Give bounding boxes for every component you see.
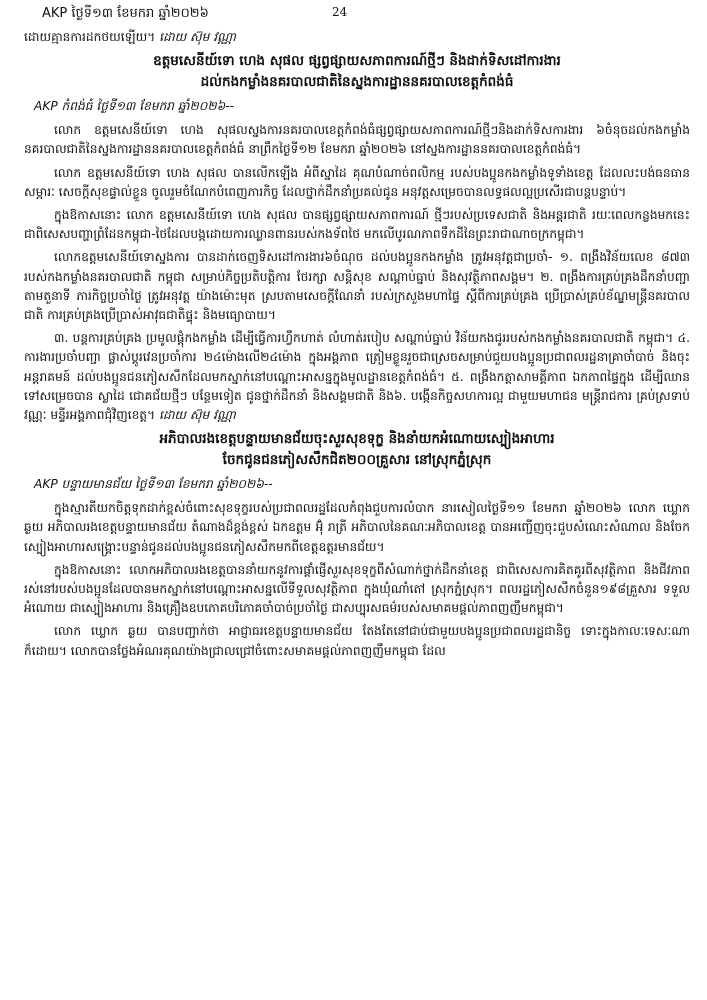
- article-paragraph: ក្នុងឱកាសនោះ លោក ឧត្តមសេនីយ៍ទោ ហេង សុផល បានផ្សព្វផ្សាយសភាពការណ៍ ថ្មីៗរបស់ប្រទេសជាតិ និងអន្តរជាតិ រយៈពេលកន្លងមកនេះ ជាពិសេសបញ្ហាព្រំដែនកម្ពុជា-ថៃដែលបង្កដោយការឈ្លានពានរបស់កងទ័ពថៃ មកលើបូរណភាពទឹកដីនៃព្រះរាជាណាចក្រកម្ពុជា។: [24, 208, 690, 242]
- dateline: AKP បន្ទាយមានជ័យ ថ្ងៃទី១៣ ខែមករា ឆ្នាំ២០២៦--: [34, 477, 273, 492]
- continued-paragraph: [24, 28, 690, 47]
- paragraph-text: ៣. បន្តការគ្រប់គ្រង ប្រមូលផ្តុំកងកម្លាំង ដើម្បីធ្វើការហ្វឹកហាត់ លំហាត់របៀប សណ្តាប់ធ្នាប់ វិន័យកងជូររបស់កងកម្លាំងនគរបាលជាតិ កម្ពុជា។ ៤. ការងារប្រចាំបញ្ជា ផ្លាស់ប្តូរវេនប្រចាំការ ២៤ម៉ោងលើ២៤ម៉ោង ក្នុងអង្គភាព ត្រៀមខ្លួនរួចជាស្រេចសម្រាប់ជួយបងប្អូនប្រជាពលរដ្ឋនាគ្រាចាំបាច់ និងចុះអន្តរាគមន៍ ដល់បងប្អូនជនភៀសសឹកដែលមកស្នាក់នៅបណ្តោះអាសន្នក្នុងមូលដ្ឋានខេត្តកំពង់ធំ។ ៥. ពង្រឹងកត្តាសាមគ្គីភាព ឯកភាពផ្ទៃក្នុង ដើម្បីឈានទៅសម្រេចបាន ស្លាដៃ ជោគជ័យថ្មីៗ បន្ថែមទៀត ជូនថ្នាក់ដឹកនាំ និងសង្គមជាតិ និង៦. បង្កើនកិច្ចសហការល្អ ជាមួយមហាជន មន្ត្រីរាជការ គ្រប់ស្រទាប់វណ្ណៈ មន្ទីរអង្គភាពជុំវិញខេត្ត។: [24, 331, 690, 423]
- article-paragraph: ក្នុងស្មារតីយកចិត្តទុកដាក់ខ្ពស់ចំពោះសុខទុក្ខរបស់ប្រជាពលរដ្ឋដែលកំពុងជួបការលំបាក នារសៀលថ្ងៃទី១១ ខែមករា ឆ្នាំ២០២៦ លោក ឃ្លោក ឆ្ងយ អភិបាលរងខេត្តបន្ទាយមានជ័យ តំណាងដ៏ខ្ពង់ខ្ពស់ ឯកឧត្តម អ៊ុំ រាត្រី អភិបាលនៃគណៈអភិបាលខេត្ត បានអញ្ជើញចុះជួបសំណេះសំណាល និងចែកស្បៀងអាហារសង្គ្រោះបន្ទាន់ជូនដល់បងប្អូនជនភៀសសឹកមកពីខេត្តឧត្តរមានជ័យ។: [24, 501, 690, 554]
- page-header: [42, 5, 687, 25]
- lead-fragment: ដោយគ្មានការដកថយឡើយ។: [24, 30, 156, 44]
- article-heading-line: អភិបាលរងខេត្តបន្ទាយមានជ័យចុះសួរសុខទុក្ខ និងនាំយកអំណោយស្បៀងអាហារ: [159, 431, 555, 448]
- article-heading: [24, 51, 690, 93]
- dateline: AKP កំពង់ធំ ថ្ងៃទី១៣ ខែមករា ឆ្នាំ២០២៦--: [34, 99, 235, 114]
- author-signature: ដោយ ស៊ុម វណ្ណា: [159, 30, 236, 44]
- page-content: [24, 28, 690, 665]
- article-paragraph: លោក ឃ្លោក ឆ្ងយ បានបញ្ជាក់ថា អាជ្ញាធរខេត្តបន្ទាយមានជ័យ តែងតែនៅជាប់ជាមួយបងប្អូនប្រជាពលរដ្ឋជានិច្ច ទោះក្នុងកាលៈទេសៈណាក៏ដោយ។ លោកបានថ្លែងអំណរគុណយ៉ាងជ្រាលជ្រៅចំពោះសមាគមផ្តល់ភាពញញឹមកម្ពុជា ដែល: [24, 624, 690, 658]
- article-paragraph: ក្នុងឱកាសនោះ លោកអភិបាលរងខេត្តបាននាំយកនូវការផ្តាំផ្ញើសួរសុខទុក្ខពីសំណាក់ថ្នាក់ដឹកនាំខេត្ត ជាពិសេសការគិតគូរពីសុវត្ថិភាព និងជីវភាពរស់នៅរបស់បងប្អូនដែលបានមកស្នាក់នៅបណ្តោះអាសន្នលើទីទួលសុវត្ថិភាព ក្នុងឃុំណាំតៅ ស្រុកភ្នំស្រុក។ ពលរដ្ឋភៀសសឹកចំនួន១៩៨គ្រួសារ ទទួលអំណោយ ជាស្បៀងអាហារ និងគ្រឿងឧបភោគបរិភោគចាំបាច់ប្រចាំថ្ងៃ ជាសប្បុរសធម៌របស់សមាគមផ្តល់ភាពញញឹមកម្ពុជា។: [24, 562, 690, 616]
- article-heading: [24, 429, 690, 471]
- article-heading-line: ដល់កងកម្លាំងនគរបាលជាតិនៃស្នងការដ្ឋាននគរបាលខេត្តកំពង់ធំ: [200, 74, 514, 91]
- author-signature: ដោយ ស៊ុម វណ្ណា: [158, 408, 236, 423]
- header-source-date: AKP ថ្ងៃទី១៣ ខែមករា ឆ្នាំ២០២៦: [42, 6, 209, 21]
- article-paragraph: លោកឧត្តមសេនីយ៍ទោស្នងការ បានដាក់ចេញទិសដៅការងារ៦ចំណុច ដល់បងប្អូនកងកម្លាំង ត្រូវអនុវត្តជាប្រចាំ- ១. ពង្រឹងវិន័យលេខ ៨៧៣ របស់កងកម្លាំងនគរបាលជាតិ កម្ពុជា សម្រាប់កិច្ចប្រតិបត្តិការ ថែរក្សា សន្តិសុខ សណ្តាប់ធ្នាប់ និងសុវត្ថិភាពសង្គម។ ២. ពង្រឹងការគ្រប់គ្រងដឹកនាំបញ្ជា តាមតួនាទី ភារកិច្ចប្រចាំថ្ងៃ ត្រូវអនុវត្ត យ៉ាងម៉ោះមុត ស្របតាមសេចក្តីណែនាំ របស់ក្រសួងមហាផ្ទៃ ស្តីពីការគ្រប់គ្រង ប្រើប្រាស់គ្រប់ខ័ណ្ឌមន្ត្រីនគរបាលជាតិ ការគ្រប់គ្រងប្រើប្រាស់អាវុធជាតិផ្ទុះ និងមធ្យោបាយ។: [24, 250, 690, 323]
- article-heading-line: ឧត្តមសេនីយ៍ទោ ហេង សុផល ផ្សព្វផ្សាយសភាពការណ៍ថ្មីៗ និងដាក់ទិសដៅការងារ: [153, 53, 561, 70]
- article-paragraph: លោក ឧត្តមសេនីយ៍ទោ ហេង សុផល បានលើកឡើង អំពីស្នាដៃ គុណបំណាច់ពលិកម្ម របស់បងប្អូនកងកម្លាំងទូទាំងខេត្ត ដែលលះបង់ធនធានសម្ភារៈ សេចក្តីសុខផ្ទាល់ខ្លួន ចូលរួមចំណែកបំពេញភារកិច្ច ដែលថ្នាក់ដឹកនាំប្រគល់ជូន អនុវត្តសម្រេចបានលទ្ធផលល្អប្រសើរជាបន្តបន្ទាប់។: [24, 165, 690, 199]
- article-paragraph: [24, 329, 690, 425]
- article-paragraph: លោក ឧត្តមសេនីយ៍ទោ ហេង សុផលស្នងការនគរបាលខេត្តកំពង់ធំផ្សព្វផ្សាយសភាពការណ៍ថ្មីៗនិងដាក់ទិសការងារ ៦ចំនុចដល់កងកម្លាំង នគរបាលជាតិនៃស្នងការដ្ឋាននគរបាលខេត្តកំពង់ធំ នាព្រឹកថ្ងៃទី១២ ខែមករា ឆ្នាំ២០២៦ នៅស្នងការដ្ឋាននគរបាលខេត្តកំពង់ធំ។: [24, 123, 690, 157]
- page-number: 24: [332, 5, 348, 19]
- article-heading-line: ចែកជូនជនភៀសសឹកជិត២០០គ្រួសារ នៅស្រុកភ្នំស្រុក: [222, 452, 492, 469]
